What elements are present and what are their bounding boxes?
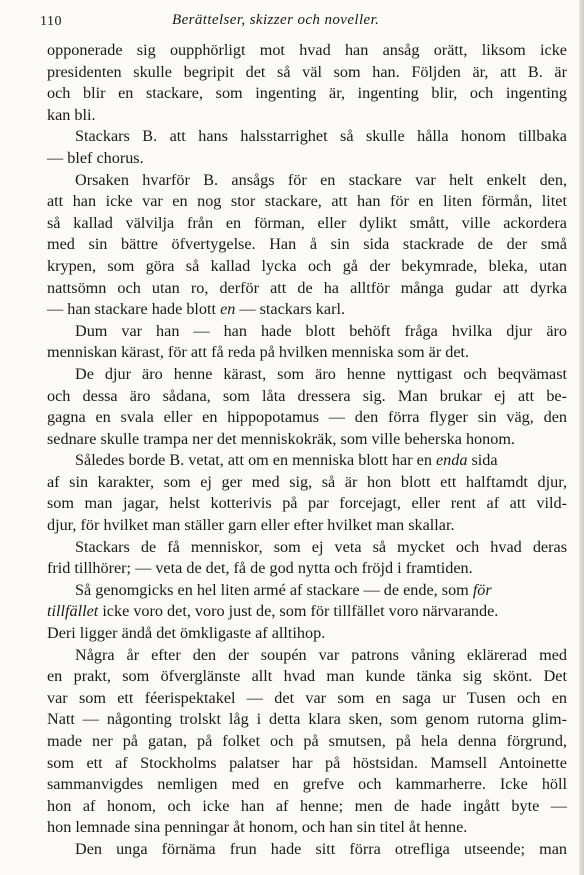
text-run: Så genomgicks en hel liten armé af stackare — de ende, som — [75, 580, 473, 599]
text-line: Orsaken hvarför B. ansågs för en stackare var helt enkelt den, — [75, 170, 567, 189]
text-line: sammanvigdes nemligen med en grefve och kammarherre. Icke höll — [47, 775, 567, 794]
text-line: nattsömn och utan ro, derför att de ha alltför många gudar att dyrka — [47, 278, 567, 297]
text-line: frid tillhörer; — veta de det, få de god nytta och fröjd i framtiden. — [47, 559, 473, 578]
text-run: — stackars karl. — [235, 300, 346, 319]
text-line: och blir en stackare, som ingenting är, ingenting blir, och ingenting — [47, 84, 567, 103]
text-line: af sin karakter, som ej ger med sig, så är hon blott ett halftamdt djur, — [47, 472, 567, 491]
text-line: djur, för hvilket man ställer garn eller efter hvilket man skallar. — [47, 516, 455, 535]
paragraph — [47, 321, 567, 364]
text-line: opponerade sig oupphörligt mot hvad han ansåg orätt, liksom icke — [47, 41, 567, 59]
text-line: Stackars de få menniskor, som ej veta så mycket och hvad deras — [75, 537, 567, 556]
text-line: var som ett féerispektakel — det var som en saga ur Tusen och en — [47, 688, 567, 707]
text-line: sednare skulle trampa ner det menniskokräk, som ville beherska honom. — [47, 429, 515, 448]
text-run: Således borde B. vetat, att om en menniska blott har en — [75, 451, 436, 470]
paragraph — [47, 40, 567, 126]
text-line: att han icke var en nog stor stackare, att han för en liten förmån, litet — [47, 192, 567, 211]
emphasis: en — [220, 300, 236, 319]
text-line: hon af honom, och icke han af henne; men de hade ingått byte — — [47, 796, 567, 815]
text-line: Dum var han — han hade blott behöft fråga hvilka djur äro — [75, 321, 567, 340]
text-line: med sin bättre öfvertygelse. Han å sin sida stackrade de der små — [47, 235, 567, 254]
text-line: — blef chorus. — [47, 148, 144, 167]
body-text — [47, 40, 567, 861]
emphasis: tillfället — [47, 602, 99, 621]
text-run: sida — [467, 451, 498, 470]
paragraph — [47, 645, 567, 839]
text-line: gagna en svala eller en hippopotamus — den förra flyger sin väg, den — [47, 408, 567, 427]
paragraph — [47, 364, 567, 450]
paragraph — [47, 450, 567, 536]
text-line: Natt — någonting trolskt låg i detta klara sken, som genom rutorna glim- — [47, 710, 567, 729]
text-run: — han stackare hade blott — [47, 300, 221, 319]
page-edge-shadow — [579, 0, 584, 875]
paragraph — [47, 126, 567, 169]
text-line: som man jagar, helst kotterivis på par forcejagt, eller rent af att vild- — [47, 494, 567, 513]
text-line: made ner på gatan, på folket och på smutsen, på hela denna förgrund, — [47, 732, 567, 750]
text-line: Deri ligger ändå det ömkligaste af alltihop. — [47, 624, 326, 643]
emphasis: för — [472, 580, 492, 599]
emphasis: enda — [435, 451, 468, 470]
text-line: hon lemnade sina penningar åt honom, och han sin titel åt henne. — [47, 818, 468, 837]
text-line: De djur äro henne kärast, som äro henne nyttigast och beqvämast — [75, 364, 567, 383]
text-line: som ett af Stockholms palatser har på höstsidan. Mamsell Antoinette — [47, 753, 567, 772]
text-line: Stackars B. att hans halsstarrighet så skulle hålla honom tillbaka — [75, 127, 567, 146]
text-line: så kallad välvilja från en förman, eller dylikt smått, ville ackordera — [47, 213, 567, 232]
text-run: icke voro det, voro just de, som för tillfället voro närvarande. — [98, 602, 499, 621]
text-line: krypen, som göra så kallad lycka och gå der bekymrade, bleka, utan — [47, 256, 567, 275]
text-line: en prakt, som öfverglänste allt hvad man kunde tänka sig skönt. Det — [47, 667, 567, 686]
text-line — [47, 580, 567, 602]
paragraph — [47, 839, 567, 861]
text-line: och dessa äro sådana, som låta dressera sig. Man brukar ej att be- — [47, 386, 567, 405]
text-line: menniskan kärast, för att få reda på hvilken menniska som är det. — [47, 343, 470, 362]
paragraph — [47, 580, 567, 645]
paragraph — [47, 537, 567, 580]
text-line: kan bli. — [47, 105, 96, 124]
page-number: 110 — [40, 14, 62, 29]
text-line — [47, 299, 567, 321]
text-line: Den unga förnäma frun hade sitt förra otrefliga utseende; man — [75, 839, 567, 858]
paragraph — [47, 170, 567, 321]
text-line: Några år efter den der soupén var patrons våning eklärerad med — [75, 645, 567, 664]
text-line: presidenten skulle begripit det så väl som han. Följden är, att B. är — [47, 62, 567, 81]
running-title: Berättelser, skizzer och noveller. — [172, 12, 380, 28]
text-line — [47, 601, 567, 623]
text-line — [47, 450, 567, 472]
